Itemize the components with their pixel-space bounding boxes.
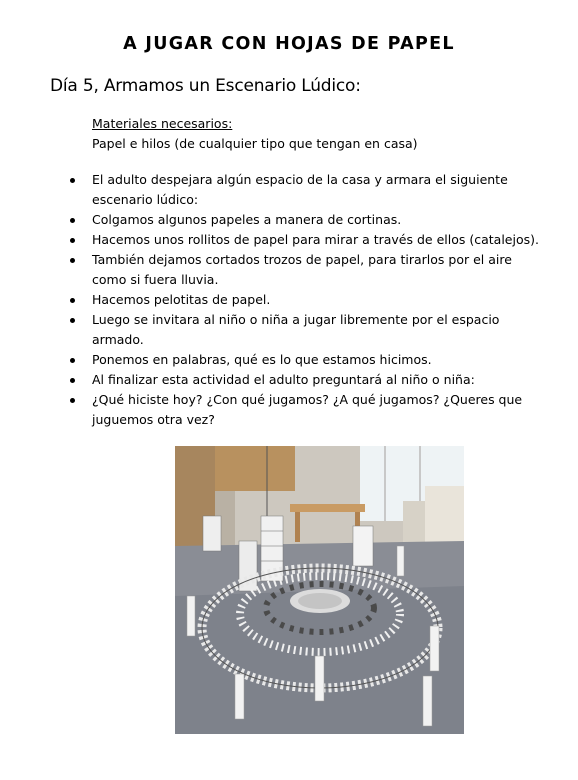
materials-text: Papel e hilos (de cualquier tipo que tengan en casa) [92, 136, 418, 151]
list-item [70, 370, 540, 390]
list-item-text: También dejamos cortados trozos de papel, para tirarlos por el aire como si fuera lluvia. [92, 252, 512, 287]
list-item [70, 230, 540, 250]
list-item-text: El adulto despejara algún espacio de la casa y armara el siguiente escenario lúdico: [92, 172, 508, 207]
materials-title: Materiales necesarios: [92, 116, 233, 131]
bullet-icon [70, 318, 75, 323]
list-item [70, 170, 540, 210]
list-item-text: Colgamos algunos papeles a manera de cortinas. [92, 212, 402, 227]
list-item-text: Hacemos unos rollitos de papel para mirar a través de ellos (catalejos). [92, 232, 539, 247]
list-item-text: Al finalizar esta actividad el adulto preguntará al niño o niña: [92, 372, 475, 387]
list-item-text: ¿Qué hiciste hoy? ¿Con qué jugamos? ¿A qué jugamos? ¿Queres que juguemos otra vez? [92, 392, 523, 427]
day-heading: Día 5, Armamos un Escenario Lúdico: [50, 76, 361, 96]
list-item-text: Hacemos pelotitas de papel. [92, 292, 271, 307]
bullet-icon [70, 298, 75, 303]
list-item [70, 390, 540, 430]
page-title: A JUGAR CON HOJAS DE PAPEL [123, 34, 455, 54]
activity-list [70, 170, 540, 430]
list-item [70, 350, 540, 370]
bullet-icon [70, 258, 75, 263]
bullet-icon [70, 358, 75, 363]
bullet-icon [70, 218, 75, 223]
list-item [70, 310, 540, 350]
paper-play-scene-photo [175, 446, 464, 734]
bullet-icon [70, 238, 75, 243]
list-item-text: Ponemos en palabras, qué es lo que estamos hicimos. [92, 352, 432, 367]
bullet-icon [70, 378, 75, 383]
list-item [70, 250, 540, 290]
list-item [70, 210, 540, 230]
list-item [70, 290, 540, 310]
bullet-icon [70, 178, 75, 183]
materials-section [92, 114, 418, 154]
list-item-text: Luego se invitara al niño o niña a jugar libremente por el espacio armado. [92, 312, 500, 347]
bullet-icon [70, 398, 75, 403]
